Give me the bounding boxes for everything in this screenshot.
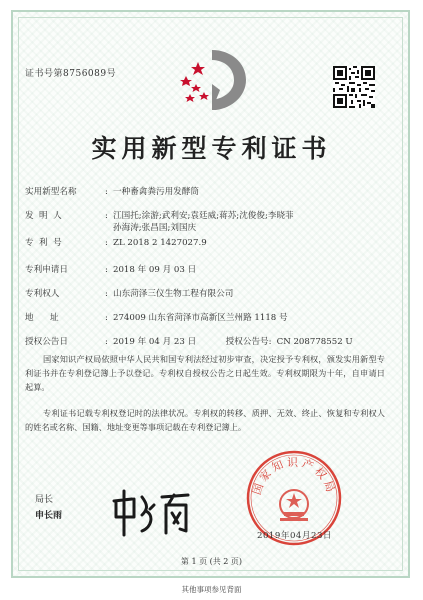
- notice-paragraph-2: 专利证书记载专利权登记时的法律状况。专利权的转移、质押、无效、终止、恢复和专利权人的姓名或名称、国籍、地址变更等事项记载在专利登记簿上。: [25, 408, 385, 432]
- field-value: 274009 山东省菏泽市高新区兰州路 1118 号: [113, 313, 288, 323]
- director-title: 局长: [35, 495, 54, 505]
- field-inventor: 发 明 人 : 江国托;涂游;武利安;袁廷威;蒋苏;沈俊俊;李晓菲: [25, 211, 294, 221]
- director-name: 申长雨: [35, 511, 63, 521]
- field-value: CN 208778552 U: [276, 337, 353, 347]
- field-label: 实用新型名称: [25, 187, 77, 197]
- field-value: 2018 年 09 月 03 日: [113, 265, 197, 275]
- field-value: 2019 年 04 月 23 日: [113, 337, 197, 347]
- field-label: 发 明 人: [25, 211, 62, 221]
- field-patentee: 专利权人 : 山东菏泽三仪生物工程有限公司: [25, 289, 234, 299]
- cert-no-suffix: 号: [106, 69, 117, 79]
- qr-code-icon: [333, 66, 375, 108]
- field-label: 专利申请日: [25, 265, 68, 275]
- director-signature-icon: [108, 487, 194, 539]
- cert-no-value: 8756089: [63, 69, 107, 79]
- field-value: 江国托;涂游;武利安;袁廷威;蒋苏;沈俊俊;李晓菲: [113, 211, 294, 221]
- field-inventor-line2: [113, 221, 196, 233]
- cert-no-label: 证书号第: [25, 69, 64, 79]
- field-address: 地 址 : 274009 山东省菏泽市高新区兰州路 1118 号: [25, 313, 288, 323]
- field-patent-number: 专 利 号 : ZL 2018 2 1427027.9: [25, 238, 207, 248]
- field-value: ZL 2018 2 1427027.9: [113, 238, 207, 248]
- seal-date: 2019年04月23日: [257, 531, 333, 541]
- field-label: 专利权人: [25, 289, 60, 299]
- field-label: 授权公告日: [25, 337, 68, 347]
- field-label: 地 址: [25, 313, 59, 323]
- footer-note: 其他事项参见背面: [181, 585, 242, 594]
- svg-text:国家知识产权局: 国家知识产权局: [250, 456, 338, 497]
- field-value: 孙海涛;张昌国;刘国庆: [113, 223, 197, 233]
- field-announcement: 授权公告日 : 2019 年 04 月 23 日 授权公告号: CN 208778552 U: [25, 337, 353, 347]
- field-label: 授权公告号: [225, 337, 269, 347]
- cnipa-emblem-icon: [168, 44, 254, 114]
- certificate-title: 实用新型专利证书: [91, 134, 332, 163]
- field-utility-model-name: 实用新型名称 : 一种畜禽粪污用发酵筒: [25, 187, 199, 197]
- page-number: 第 1 页 (共 2 页): [180, 557, 243, 566]
- certificate-number: [25, 66, 116, 79]
- field-label: 专 利 号: [25, 238, 62, 248]
- field-value: 山东菏泽三仪生物工程有限公司: [113, 289, 234, 299]
- field-value: 一种畜禽粪污用发酵筒: [113, 187, 199, 197]
- field-filing-date: 专利申请日 : 2018 年 09 月 03 日: [25, 265, 197, 275]
- notice-paragraph-1: 国家知识产权局依照中华人民共和国专利法经过初步审查，决定授予专利权，颁发实用新型专利证书并在专利登记簿上予以登记。专利权自授权公告之日起生效。专利权期限为十年，自申请日起算。: [25, 354, 385, 392]
